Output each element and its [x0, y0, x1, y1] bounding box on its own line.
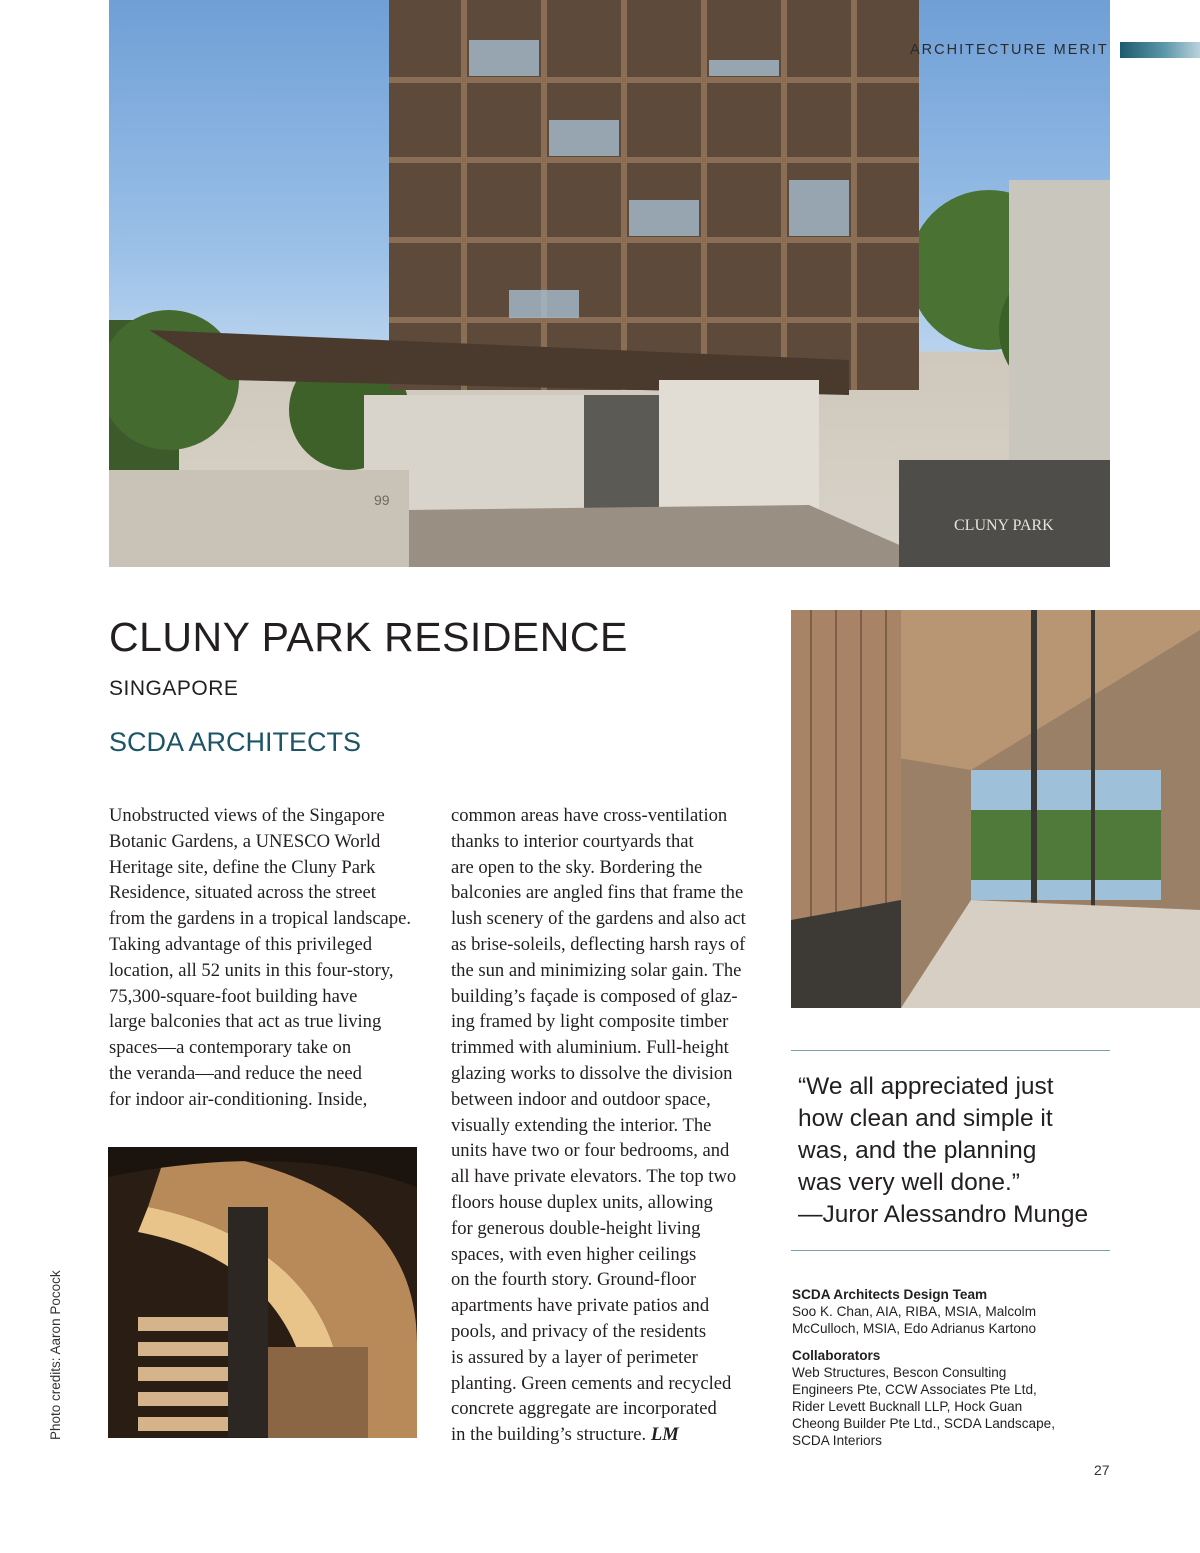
body-line: the sun and minimizing solar gain. The — [451, 959, 742, 981]
section-label: ARCHITECTURE MERIT — [910, 42, 1109, 58]
quote-line: was, and the planning — [798, 1137, 1037, 1164]
collaborators-line: Rider Levett Bucknall LLP, Hock Guan — [792, 1399, 1023, 1414]
body-line: trimmed with aluminium. Full-height — [451, 1037, 729, 1059]
staircase-photo — [108, 1147, 417, 1438]
body-line: is assured by a layer of perimeter — [451, 1346, 698, 1368]
design-team-line: Soo K. Chan, AIA, RIBA, MSIA, Malcolm — [792, 1304, 1037, 1319]
body-line: spaces—a contemporary take on — [109, 1037, 352, 1059]
collaborators-line: Web Structures, Bescon Consulting — [792, 1365, 1007, 1380]
article-firm: SCDA ARCHITECTS — [109, 727, 362, 757]
body-line: Unobstructed views of the Singapore — [109, 805, 385, 826]
body-line: common areas have cross-ventilation — [451, 805, 728, 826]
body-line: on the fourth story. Ground-floor — [451, 1269, 697, 1291]
body-line: are open to the sky. Bordering the — [451, 856, 703, 878]
staircase-illustration — [108, 1147, 417, 1438]
body-line: balconies are angled fins that frame the — [451, 882, 744, 904]
collaborators-line: Engineers Pte, CCW Associates Pte Ltd, — [792, 1382, 1037, 1397]
body-line: spaces, with even higher ceilings — [451, 1243, 697, 1265]
quote-line: was very well done.” — [798, 1169, 1020, 1196]
body-line: large balconies that act as true living — [109, 1011, 382, 1033]
quote-attribution: —Juror Alessandro Munge — [798, 1201, 1089, 1228]
body-line: visually extending the interior. The — [451, 1114, 712, 1136]
interior-corridor-photo — [791, 610, 1200, 1008]
quote-bottom-rule — [791, 1250, 1110, 1251]
body-line: units have two or four bedrooms, and — [451, 1140, 730, 1162]
design-team-heading: SCDA Architects Design Team — [792, 1287, 988, 1302]
body-line: all have private elevators. The top two — [451, 1166, 737, 1188]
body-line: for indoor air-conditioning. Inside, — [109, 1088, 368, 1110]
project-credits — [792, 1286, 1112, 1449]
body-line: as brise-soleils, deflecting harsh rays of — [451, 933, 746, 955]
page-number: 27 — [1094, 1462, 1110, 1478]
body-line: from the gardens in a tropical landscape. — [109, 908, 412, 930]
collaborators-line: Cheong Builder Pte Ltd., SCDA Landscape, — [792, 1416, 1055, 1431]
photo-credit: Photo credits: Aaron Pocock — [48, 1270, 63, 1440]
pull-quote — [798, 1071, 1128, 1231]
credits-spacer — [792, 1337, 1112, 1347]
sign-text: CLUNY PARK — [954, 517, 1054, 534]
building-photo-illustration — [109, 0, 1110, 567]
quote-line: how clean and simple it — [798, 1105, 1053, 1132]
author-signature: LM — [650, 1424, 679, 1446]
body-line: for generous double-height living — [451, 1217, 701, 1239]
collaborators-line: SCDA Interiors — [792, 1433, 882, 1448]
body-line: location, all 52 units in this four-story, — [109, 959, 394, 981]
article-title: CLUNY PARK RESIDENCE — [109, 614, 628, 660]
body-line: Botanic Gardens, a UNESCO World — [109, 830, 381, 852]
body-last-line — [451, 1422, 771, 1448]
section-accent-bar — [1120, 42, 1200, 58]
body-line: thanks to interior courtyards that — [451, 830, 694, 852]
collaborators-heading: Collaborators — [792, 1348, 881, 1363]
body-line: concrete aggregate are incorporated — [451, 1398, 717, 1420]
body-column-2 — [451, 803, 771, 1448]
body-line: between indoor and outdoor space, — [451, 1088, 711, 1110]
body-line: building’s façade is composed of glaz- — [451, 985, 738, 1007]
body-line: Residence, situated across the street — [109, 882, 376, 904]
body-line: Heritage site, define the Cluny Park — [109, 856, 376, 878]
interior-illustration — [791, 610, 1200, 1008]
body-column-1 — [109, 803, 439, 1113]
hero-building-photo — [109, 0, 1110, 567]
body-line: apartments have private patios and — [451, 1295, 710, 1317]
body-line: glazing works to dissolve the division — [451, 1062, 733, 1084]
body-line: Taking advantage of this privileged — [109, 933, 373, 955]
body-line: in the building’s structure. — [451, 1424, 647, 1446]
design-team-line: McCulloch, MSIA, Edo Adrianus Kartono — [792, 1321, 1037, 1336]
body-line: the veranda—and reduce the need — [109, 1062, 362, 1084]
article-location: SINGAPORE — [109, 677, 239, 700]
body-line: planting. Green cements and recycled — [451, 1372, 732, 1394]
quote-top-rule — [791, 1050, 1110, 1051]
body-line: floors house duplex units, allowing — [451, 1191, 713, 1213]
body-line: pools, and privacy of the residents — [451, 1320, 707, 1342]
body-line: lush scenery of the gardens and also act — [451, 908, 746, 930]
body-line: 75,300-square-foot building have — [109, 985, 358, 1007]
quote-line: “We all appreciated just — [798, 1073, 1054, 1100]
house-number: 99 — [374, 492, 390, 508]
body-line: ing framed by light composite timber — [451, 1011, 729, 1033]
